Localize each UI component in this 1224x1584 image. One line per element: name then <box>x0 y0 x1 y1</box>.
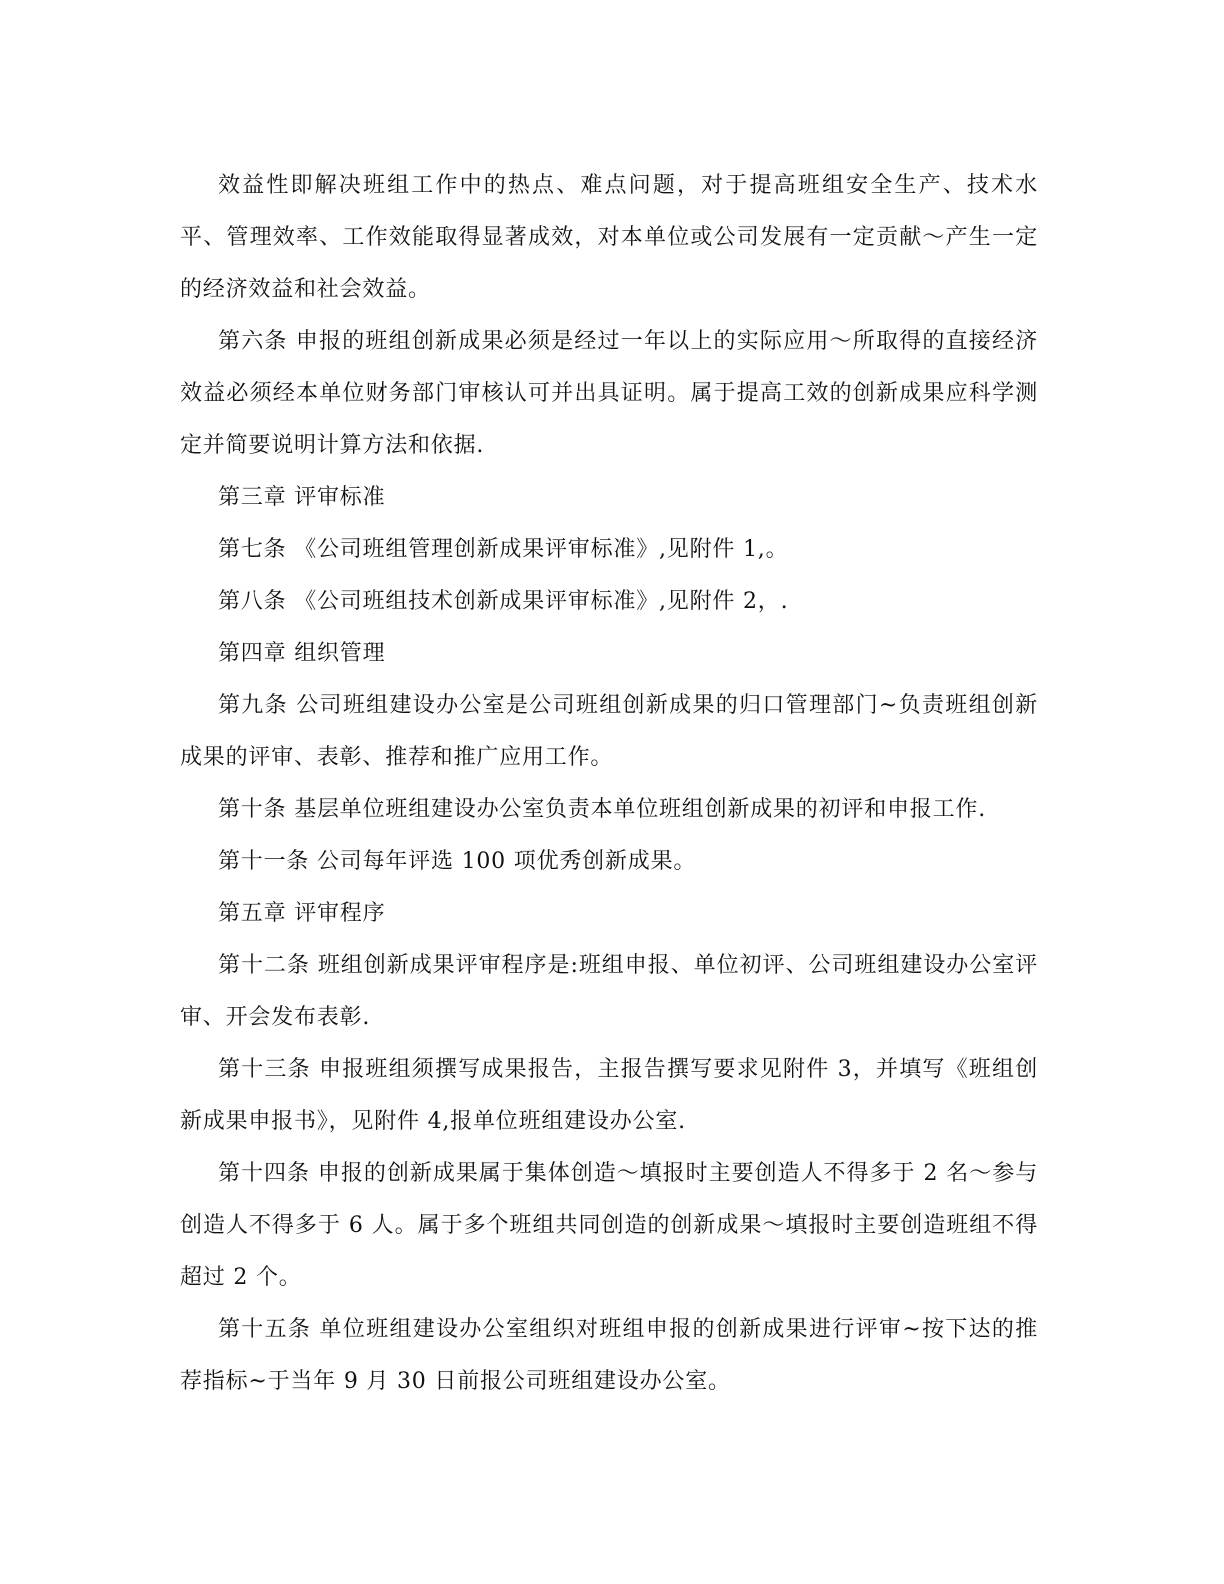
article-8: 第八条 《公司班组技术创新成果评审标准》,见附件 2，. <box>218 589 789 614</box>
chapter-3-heading: 第三章 评审标准 <box>218 485 386 510</box>
article-9: 第九条 公司班组建设办公室是公司班组创新成果的归口管理部门~负责班组创新成果的评审、表彰、推荐和推广应用工作。 <box>180 693 1038 770</box>
document-body <box>180 160 1038 1408</box>
article-15: 第十五条 单位班组建设办公室组织对班组申报的创新成果进行评审~按下达的推荐指标~于当年 9 月 30 日前报公司班组建设办公室。 <box>180 1317 1038 1394</box>
article-7: 第七条 《公司班组管理创新成果评审标准》,见附件 1,。 <box>218 537 789 562</box>
article-6: 第六条 申报的班组创新成果必须是经过一年以上的实际应用～所取得的直接经济效益必须经本单位财务部门审核认可并出具证明。属于提高工效的创新成果应科学测定并简要说明计算方法和依据. <box>180 329 1038 458</box>
chapter-4-heading: 第四章 组织管理 <box>218 641 386 666</box>
article-14: 第十四条 申报的创新成果属于集体创造～填报时主要创造人不得多于 2 名～参与创造人不得多于 6 人。属于多个班组共同创造的创新成果～填报时主要创造班组不得超过 2 个。 <box>180 1161 1038 1290</box>
article-12: 第十二条 班组创新成果评审程序是:班组申报、单位初评、公司班组建设办公室评审、开会发布表彰. <box>180 953 1038 1030</box>
article-10: 第十条 基层单位班组建设办公室负责本单位班组创新成果的初评和申报工作. <box>218 797 986 822</box>
paragraph-benefit: 效益性即解决班组工作中的热点、难点问题，对于提高班组安全生产、技术水平、管理效率、工作效能取得显著成效，对本单位或公司发展有一定贡献～产生一定的经济效益和社会效益。 <box>180 173 1038 302</box>
chapter-5-heading: 第五章 评审程序 <box>218 901 386 926</box>
article-11: 第十一条 公司每年评选 100 项优秀创新成果。 <box>218 849 697 874</box>
article-13: 第十三条 申报班组须撰写成果报告，主报告撰写要求见附件 3，并填写《班组创新成果申报书》，见附件 4,报单位班组建设办公室. <box>180 1057 1038 1134</box>
